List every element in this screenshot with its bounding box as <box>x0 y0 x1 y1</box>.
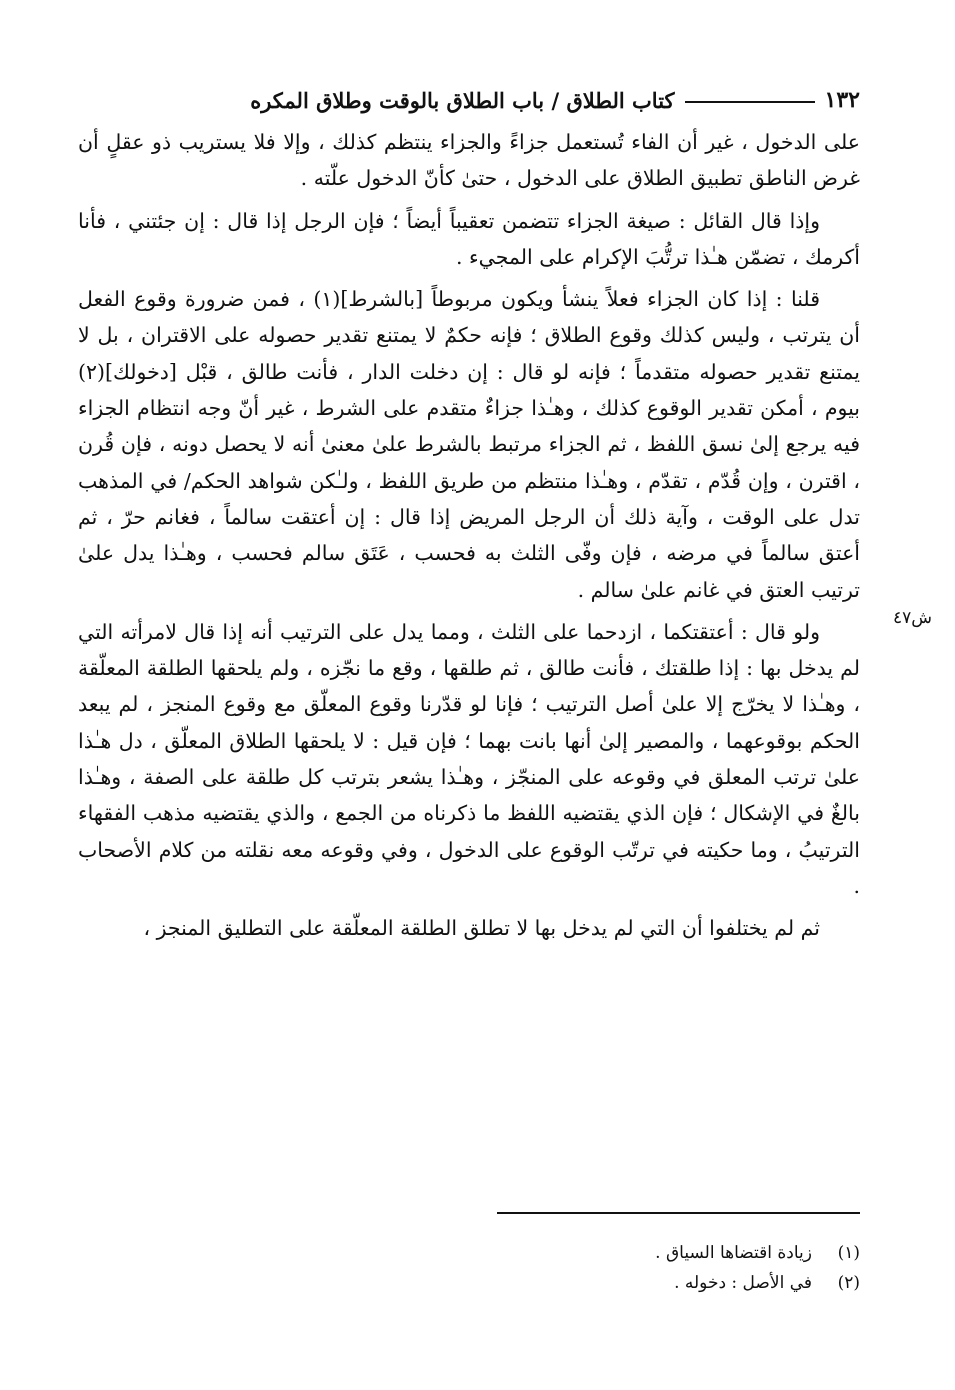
footnote-separator <box>497 1212 860 1214</box>
header-rule <box>685 101 815 103</box>
footnote-2 <box>500 1268 860 1298</box>
paragraph-4: ولو قال : أعتقتكما ، ازدحما على الثلث ، ومما يدل على الترتيب أنه إذا قال لامرأته التي لم يدخل بها : إذا طلقتك ، فأنت طالق ، ثم طلقها ، وقع ما نجّزه ، ولم يلحقها الطلقة المعلّقة ، وهـٰذا لا يخرّج إلا علىٰ أصل الترتيب ؛ فإنا لو قدّرنا وقوع المعلّق مع وقوع المنجز ، لم يبعد الحكم بوقوعهما ، والمصير إلىٰ أنها بانت بهما ؛ فإن قيل : لا يلحقها الطلاق المعلّق ، دل هـٰذا علىٰ ترتب المعلق في وقوعه على المنجّز ، وهـٰذا يشعر بترتب كل طلقة على الصفة ، وهـٰذا بالغٌ في الإشكال ؛ فإن الذي يقتضيه اللفظ ما ذكرناه من الجمع ، والذي يقتضيه مذهب الفقهاء الترتيبُ ، وما حكيته في ترتّب الوقوع على الدخول ، وفي وقوعه معه نقلته من كلام الأصحاب . <box>78 619 860 898</box>
manuscript-folio-marker: ش٤٧ <box>892 608 932 628</box>
main-text <box>78 124 860 953</box>
footnote-1 <box>500 1238 860 1268</box>
paragraph-3: قلنا : إذا كان الجزاء فعلاً ينشأ ويكون مربوطاً [بالشرط](١) ، فمن ضرورة وقوع الفعل أن يترتب ، وليس كذلك وقوع الطلاق ؛ فإنه حكمٌ لا يمتنع تقدير حصوله على الاقتران ، بل لا يمتنع تقدير حصوله متقدماً ؛ فإنه لو قال : إن دخلت الدار ، فأنت طالق ، قبْل [دخولك](٢) بيوم ، أمكن تقدير الوقوع كذلك ، وهـٰذا جزاءٌ متقدم على الشرط ، غير أنّ وجه انتظام الجزاء فيه يرجع إلىٰ نسق اللفظ ، ثم الجزاء مرتبط بالشرط علىٰ معنىٰ أنه لا يحصل دونه ، فإن قُرن ، اقترن ، وإن قُدّم ، تقدّم ، وهـٰذا منتظم من طريق اللفظ ، ولـٰكن شواهد الحكم/ في المذهب تدل على الوقت ، وآية ذلك أن الرجل المريض إذا قال : إن أعتقت سالماً ، فغانم حرّ ، ثم أعتق سالماً في مرضه ، فإن وفّى الثلث به فحسب ، عَتَق سالم فحسب ، وهـٰذا يدل علىٰ ترتيب العتق في غانم علىٰ سالم . <box>78 287 860 602</box>
footnote-number: (١) <box>837 1243 860 1263</box>
paragraph-2: وإذا قال القائل : صيغة الجزاء تتضمن تعقيباً أيضاً ؛ فإن الرجل إذا قال : إن جئتني ، فأنا أكرمك ، تضمّن هـٰذا ترتُّبَ الإكرام على المجيء . <box>78 208 860 269</box>
footnotes <box>500 1238 860 1298</box>
footnote-text: زيادة اقتضاها السياق . <box>655 1243 812 1263</box>
running-header <box>78 80 860 120</box>
page-number: ١٣٢ <box>824 87 860 113</box>
running-title: كتاب الطلاق / باب الطلاق بالوقت وطلاق المكره <box>250 87 675 113</box>
footnote-text: في الأصل : دخوله . <box>674 1273 812 1293</box>
footnote-number: (٢) <box>837 1273 860 1293</box>
paragraph-5: ثم لم يختلفوا أن التي لم يدخل بها لا تطلق الطلقة المعلّقة على التطليق المنجز ، <box>143 916 820 941</box>
paragraph-1: على الدخول ، غير أن الفاء تُستعمل جزاءً والجزاء ينتظم كذلك ، وإلا فلا يستريب ذو عقلٍ أن غرض الناطق تطبيق الطلاق على الدخول ، حتىٰ كأنّ الدخول علّته . <box>78 130 860 191</box>
